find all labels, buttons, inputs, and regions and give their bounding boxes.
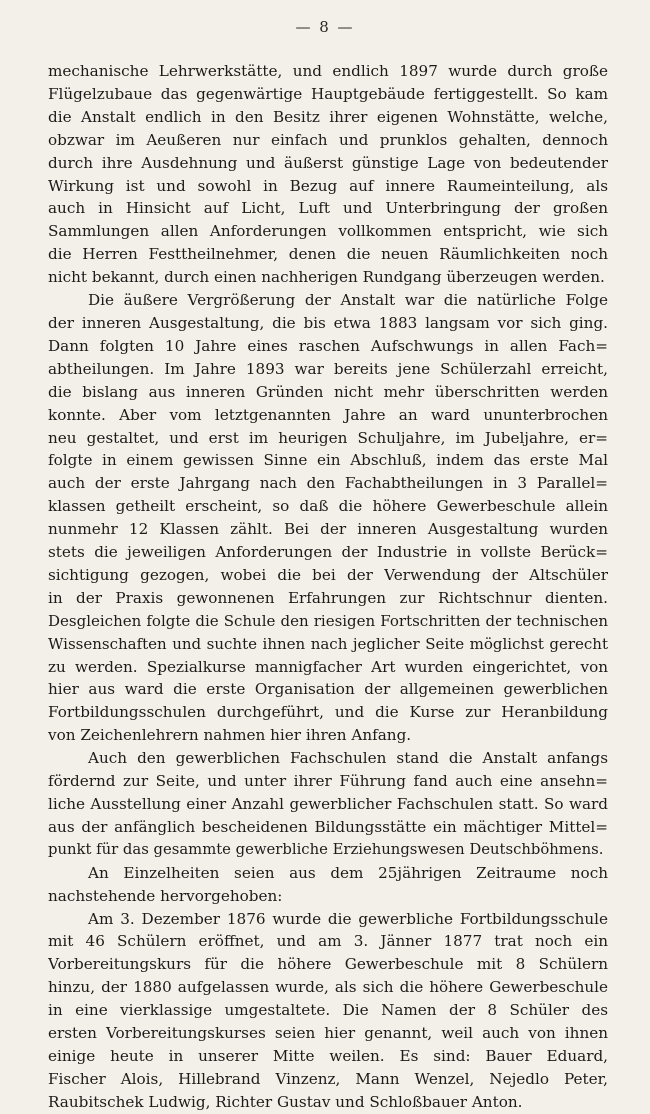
text-line: Am 3. Dezember 1876 wurde die gewerbliche Fortbildungsschule [88,909,608,928]
text-line: in eine vierklassige umgestaltete. Die Namen der 8 Schüler des [48,1001,608,1020]
text-line: ersten Vorbereitungskurses seien hier genannt, weil auch von ihnen [48,1024,608,1043]
text-line: folgte in einem gewissen Sinne ein Abschluß, indem das erste Mal [48,451,608,470]
text-line: mechanische Lehrwerkstätte, und endlich 1897 wurde durch große [48,62,608,80]
text-line: hinzu, der 1880 aufgelassen wurde, als sich die höhere Gewerbeschule [48,978,608,997]
text-line: Flügelzubaue das gegenwärtige Hauptgebäude fertiggestellt. So kam [48,84,608,103]
text-line: sichtigung gezogen, wobei die bei der Verwendung der Altschüler [48,565,608,584]
paragraph [48,289,608,747]
text-line: obzwar im Aeußeren nur einfach und prunklos gehalten, dennoch [48,130,608,149]
text-line: hier aus ward die erste Organisation der allgemeinen gewerblichen [48,680,608,699]
text-line: nicht bekannt, durch einen nachherigen Rundgang überzeugen werden. [48,268,605,287]
text-line: auch der erste Jahrgang nach den Fachabtheilungen in 3 Parallel= [48,474,608,493]
text-line: Die äußere Vergrößerung der Anstalt war die natürliche Folge [88,291,608,310]
text-line: liche Ausstellung einer Anzahl gewerblicher Fachschulen statt. So ward [48,795,608,813]
text-line: zu werden. Spezialkurse mannigfacher Art wurden eingerichtet, von [48,657,608,676]
text-line: Vorbereitungskurs für die höhere Gewerbeschule mit 8 Schülern [48,955,608,974]
paragraph [48,747,608,862]
paragraph [48,60,608,289]
text-line: der inneren Ausgestaltung, die bis etwa 1883 langsam vor sich ging. [48,313,608,332]
text-line: konnte. Aber vom letztgenannten Jahre an ward ununterbrochen [48,405,608,424]
text-line: die Herren Festtheilnehmer, denen die neuen Räumlichkeiten noch [48,245,608,264]
text-line: stets die jeweiligen Anforderungen der Industrie in vollste Berück= [48,543,608,562]
text-line: Wirkung ist und sowohl in Bezug auf innere Raumeinteilung, als [48,176,608,195]
paragraph [48,862,608,908]
text-line: klassen getheilt erscheint, so daß die höhere Gewerbeschule allein [48,497,608,516]
text-line: neu gestaltet, und erst im heurigen Schuljahre, im Jubeljahre, er= [48,428,608,447]
text-line: An Einzelheiten seien aus dem 25jährigen Zeitraume noch [88,863,608,882]
text-line: nachstehende hervorgehoben: [48,886,283,905]
text-line: einige heute in unserer Mitte weilen. Es sind: Bauer Eduard, [48,1046,608,1065]
paragraph [48,908,608,1114]
text-line: Fortbildungsschulen durchgeführt, und die Kurse zur Heranbildung [48,703,608,722]
text-line: Raubitschek Ludwig, Richter Gustav und Schloßbauer Anton. [48,1092,523,1111]
text-line: Wissenschaften und suchte ihnen nach jeglicher Seite möglichst gerecht [48,634,608,653]
text-line: punkt für das gesammte gewerbliche Erziehungswesen Deutschböhmens. [48,840,604,858]
text-line: nunmehr 12 Klassen zählt. Bei der inneren Ausgestaltung wurden [48,520,608,539]
text-line: Dann folgten 10 Jahre eines raschen Aufschwungs in allen Fach= [48,336,608,355]
text-line: von Zeichenlehrern nahmen hier ihren Anfang. [48,726,412,745]
text-line: die Anstalt endlich in den Besitz ihrer eigenen Wohnstätte, welche, [48,107,608,126]
page-number: — 8 — [295,18,355,36]
text-line: Desgleichen folgte die Schule den riesigen Fortschritten der technischen [48,611,608,630]
text-line: Auch den gewerblichen Fachschulen stand die Anstalt anfangs [88,749,608,768]
body-text [48,60,608,1114]
text-line: in der Praxis gewonnenen Erfahrungen zur Richtschnur dienten. [48,588,608,607]
text-line: durch ihre Ausdehnung und äußerst günstige Lage von bedeutender [48,153,608,172]
text-line: mit 46 Schülern eröffnet, und am 3. Jänner 1877 trat noch ein [48,932,608,951]
text-line: abtheilungen. Im Jahre 1893 war bereits jene Schülerzahl erreicht, [48,359,608,378]
text-line: Sammlungen allen Anforderungen vollkommen entspricht, wie sich [48,222,608,241]
text-line: die bislang aus inneren Gründen nicht mehr überschritten werden [48,382,608,401]
text-line: aus der anfänglich bescheidenen Bildungsstätte ein mächtiger Mittel= [48,817,608,836]
text-line: Fischer Alois, Hillebrand Vinzenz, Mann Wenzel, Nejedlo Peter, [48,1069,608,1088]
text-line: auch in Hinsicht auf Licht, Luft und Unterbringung der großen [48,199,608,218]
text-line: fördernd zur Seite, und unter ihrer Führung fand auch eine ansehn= [48,772,608,791]
